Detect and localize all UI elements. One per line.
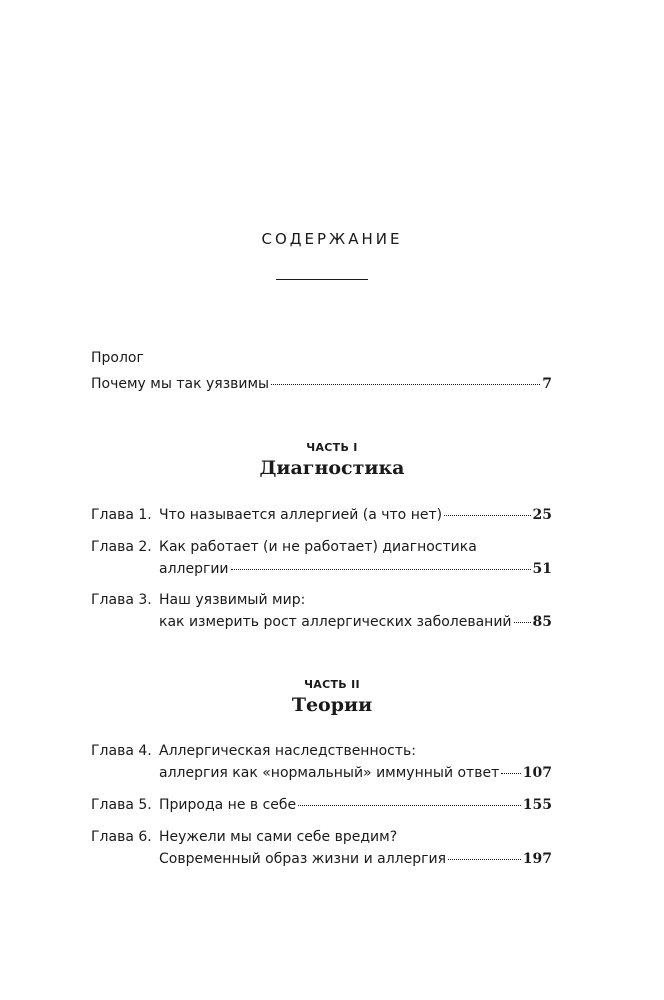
toc-entry-text: Почему мы так уязвимы bbox=[91, 376, 270, 392]
toc-entry-chapter-1[interactable] bbox=[91, 504, 552, 526]
toc-entry-chapter-6[interactable] bbox=[91, 826, 552, 870]
chapter-label: Глава 3. bbox=[91, 592, 152, 608]
part-title: Диагностика bbox=[259, 457, 405, 479]
toc-entry-text: Природа не в себе bbox=[159, 797, 297, 813]
page-number: 155 bbox=[522, 797, 552, 813]
toc-entry-text: Как работает (и не работает) диагностика bbox=[159, 539, 477, 555]
title-divider bbox=[276, 279, 368, 280]
page-number: 85 bbox=[532, 614, 552, 630]
toc-entry-text: Что называется аллергией (а что нет) bbox=[159, 507, 443, 523]
part-label: ЧАСТЬ II bbox=[304, 678, 360, 691]
toc-entry-chapter-2[interactable] bbox=[91, 536, 552, 580]
toc-entry-text: аллергии bbox=[159, 561, 229, 577]
chapter-label: Глава 6. bbox=[91, 829, 152, 845]
page-number: 25 bbox=[532, 507, 552, 523]
toc-entry-chapter-3[interactable] bbox=[91, 589, 552, 633]
dot-leader bbox=[501, 773, 521, 774]
toc-entry-text: Аллергическая наследственность: bbox=[159, 743, 416, 759]
chapter-label: Глава 4. bbox=[91, 743, 152, 759]
dot-leader bbox=[444, 515, 530, 516]
toc-entry-text: Современный образ жизни и аллергия bbox=[159, 851, 446, 867]
toc-entry-text: как измерить рост аллергических заболеваний bbox=[159, 614, 512, 630]
toc-entry-prolog[interactable] bbox=[91, 373, 552, 395]
page-title: СОДЕРЖАНИЕ bbox=[261, 230, 403, 248]
prolog-label: Пролог bbox=[91, 350, 144, 366]
dot-leader bbox=[448, 859, 521, 860]
toc-entry-text: аллергия как «нормальный» иммунный ответ bbox=[159, 765, 500, 781]
dot-leader bbox=[231, 569, 531, 570]
page-number: 7 bbox=[542, 376, 552, 392]
page-number: 197 bbox=[522, 851, 552, 867]
page-number: 107 bbox=[522, 765, 552, 781]
toc-entry-text: Наш уязвимый мир: bbox=[159, 592, 306, 608]
chapter-label: Глава 2. bbox=[91, 539, 152, 555]
dot-leader bbox=[271, 384, 540, 385]
chapter-label: Глава 5. bbox=[91, 797, 152, 813]
part-label: ЧАСТЬ I bbox=[306, 441, 358, 454]
dot-leader bbox=[298, 805, 521, 806]
toc-entry-chapter-5[interactable] bbox=[91, 794, 552, 816]
chapter-label: Глава 1. bbox=[91, 507, 152, 523]
part-title: Теории bbox=[291, 694, 373, 716]
toc-entry-chapter-4[interactable] bbox=[91, 740, 552, 784]
page-number: 51 bbox=[532, 561, 552, 577]
toc-entry-text: Неужели мы сами себе вредим? bbox=[159, 829, 398, 845]
dot-leader bbox=[514, 622, 531, 623]
